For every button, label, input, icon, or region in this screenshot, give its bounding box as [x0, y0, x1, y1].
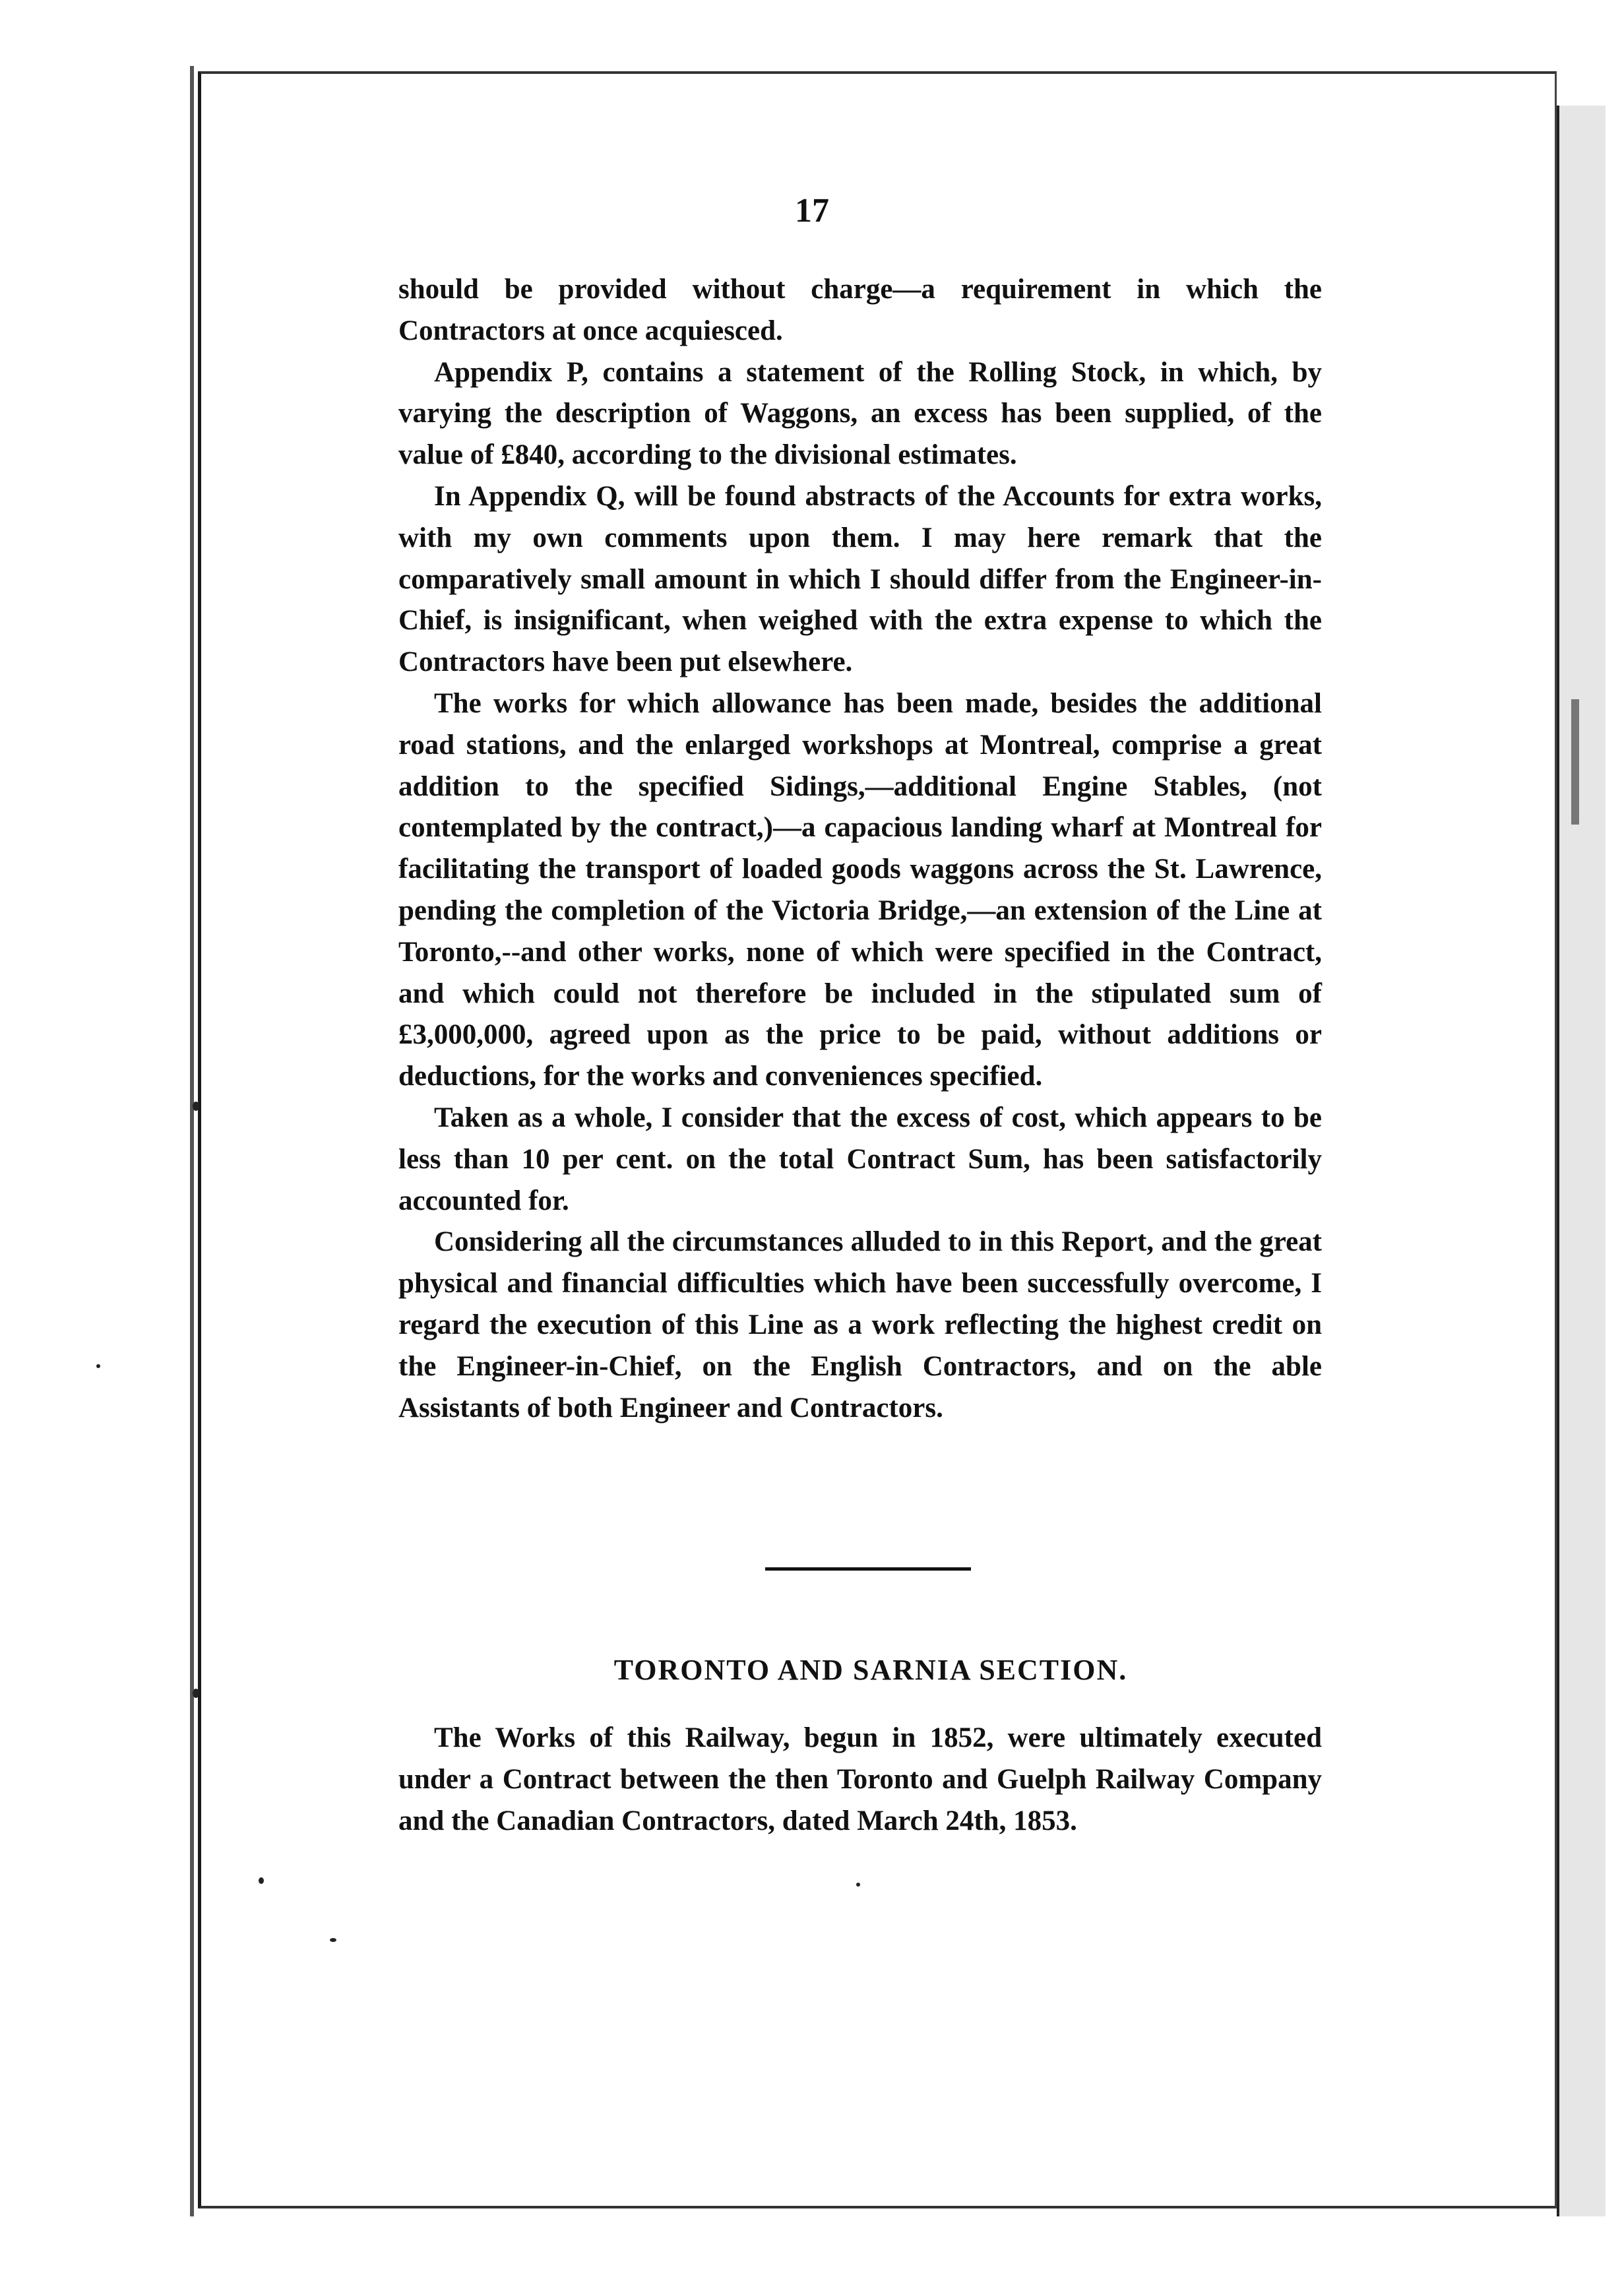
paragraph-continued: should be provided without charge—a requirement in which the Contractors at once acquiesced.	[398, 274, 1322, 346]
margin-speck	[259, 1877, 264, 1884]
section-body	[398, 1718, 1322, 1842]
paragraph-appendix-q: In Appendix Q, will be found abstracts of the Accounts for extra works, with my own comments upon them. I may here remark that the comparatively small amount in which I should differ from the Engineer-in-Chief, is insignificant, when weighed with the extra expense to which the Contractors have been put elsewhere.	[398, 480, 1322, 678]
margin-speck	[96, 1364, 100, 1368]
page-edge-tab	[1571, 699, 1579, 825]
margin-speck	[193, 1102, 199, 1111]
margin-speck	[193, 1689, 199, 1698]
right-margin-strip	[1557, 106, 1606, 2216]
paragraph-appendix-p: Appendix P, contains a statement of the Rolling Stock, in which, by varying the description of Waggons, an excess has been supplied, of the value of £840, according to the divisional estimates.	[398, 356, 1322, 471]
section-paragraph: The Works of this Railway, begun in 1852, were ultimately executed under a Contract between the then Toronto and Guelph Railway Company and the Canadian Contractors, dated March 24th, 1853.	[398, 1722, 1322, 1836]
section-divider-rule	[765, 1567, 971, 1571]
left-page-edge	[190, 66, 194, 2216]
paragraph-works-allowance: The works for which allowance has been made, besides the additional road stations, and the enlarged workshops at Montreal, comprise a great addition to the specified Sidings,—additional Engine Stables, (not contemplated by the contract,)—a capacious landing wharf at Montreal for facilitating the transport of loaded goods waggons across the St. Lawrence, pending the completion of the Victoria Bridge,—an extension of the Line at Toronto,--and other works, none of which were specified in the Contract, and which could not therefore be included in the stipulated sum of £3,000,000, agreed upon as the price to be paid, without additions or deductions, for the works and conveniences specified.	[398, 687, 1322, 1092]
paragraph-conclusion: Considering all the circumstances alluded to in this Report, and the great physical and financial difficulties which have been successfully overcome, I regard the execution of this Line as a work reflecting the highest credit on the Engineer-in-Chief, on the English Contractors, and on the able Assistants of both Engineer and Contractors.	[398, 1226, 1322, 1424]
section-heading: TORONTO AND SARNIA SECTION.	[613, 1654, 1128, 1686]
page-number: 17	[795, 192, 829, 230]
paragraph-excess-cost: Taken as a whole, I consider that the excess of cost, which appears to be less than 10 per cent. on the total Contract Sum, has been satisfactorily accounted for.	[398, 1102, 1322, 1216]
margin-speck	[330, 1938, 336, 1942]
body-text	[398, 269, 1322, 1429]
margin-speck	[856, 1883, 860, 1887]
